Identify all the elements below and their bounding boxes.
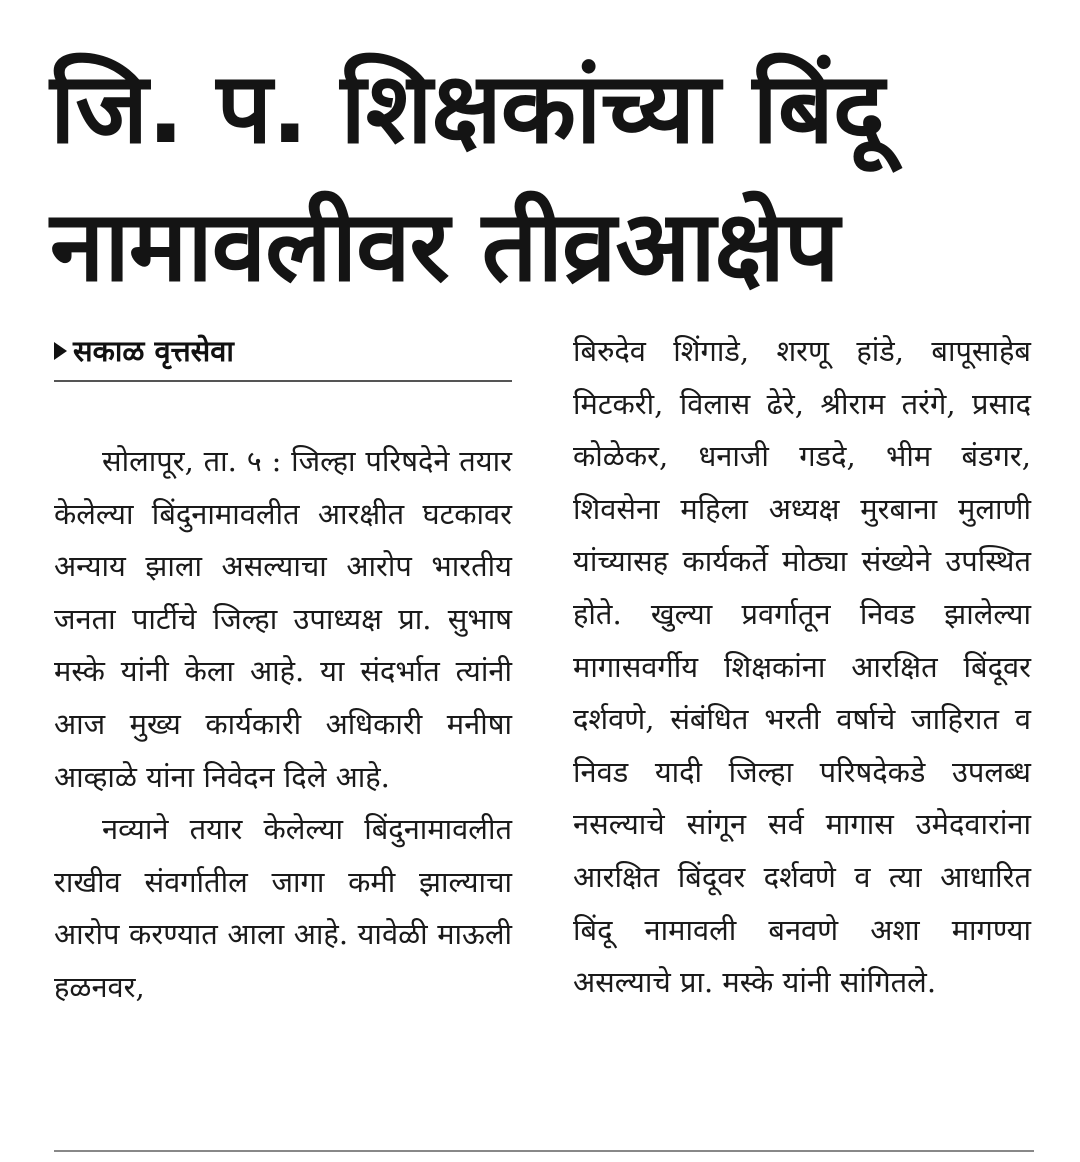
headline-line-1: जि. प. शिक्षकांच्या बिंदू bbox=[50, 52, 884, 166]
headline bbox=[50, 40, 1050, 316]
byline-text: सकाळ वृत्तसेवा bbox=[73, 334, 234, 368]
bottom-divider bbox=[54, 1150, 1034, 1152]
article-column-right bbox=[573, 325, 1031, 1009]
headline-line-2: नामावलीवर तीव्रआक्षेप bbox=[50, 190, 839, 304]
byline bbox=[54, 326, 512, 382]
left-paragraph-2: नव्याने तयार केलेल्या बिंदुनामावलीत राखीव संवर्गातील जागा कमी झाल्याचा आरोप करण्यात आला आहे. यावेळी माऊली हळनवर, bbox=[54, 812, 512, 1004]
play-triangle-icon bbox=[54, 342, 67, 360]
left-paragraph-1: सोलापूर, ता. ५ : जिल्हा परिषदेने तयार केलेल्या बिंदुनामावलीत आरक्षीत घटकावर अन्याय झाला असल्याचा आरोप भारतीय जनता पार्टीचे जिल्हा उपाध्यक्ष प्रा. सुभाष मस्के यांनी केला आहे. या संदर्भात त्यांनी आज मुख्य कार्यकारी अधिकारी मनीषा आव्हाळे यांना निवेदन दिले आहे. bbox=[54, 444, 512, 794]
right-paragraph: बिरुदेव शिंगाडे, शरणू हांडे, बापूसाहेब मिटकरी, विलास ढेरे, श्रीराम तरंगे, प्रसाद कोळेकर, धनाजी गडदे, भीम बंडगर, शिवसेना महिला अध्यक्ष मुरबाना मुलाणी यांच्यासह कार्यकर्ते मोठ्या संख्येने उपस्थित होते. खुल्या प्रवर्गातून निवड झालेल्या मागासवर्गीय शिक्षकांना आरक्षित बिंदूवर दर्शवणे, संबंधित भरती वर्षाचे जाहिरात व निवड यादी जिल्हा परिषदेकडे उपलब्ध नसल्याचे सांगून सर्व मागास उमेदवारांना आरक्षित बिंदूवर दर्शवणे व त्या आधारित बिंदू नामावली बनवणे अशा मागण्या असल्याचे प्रा. मस्के यांनी सांगितले. bbox=[573, 334, 1031, 1000]
article-column-left bbox=[54, 435, 512, 1014]
